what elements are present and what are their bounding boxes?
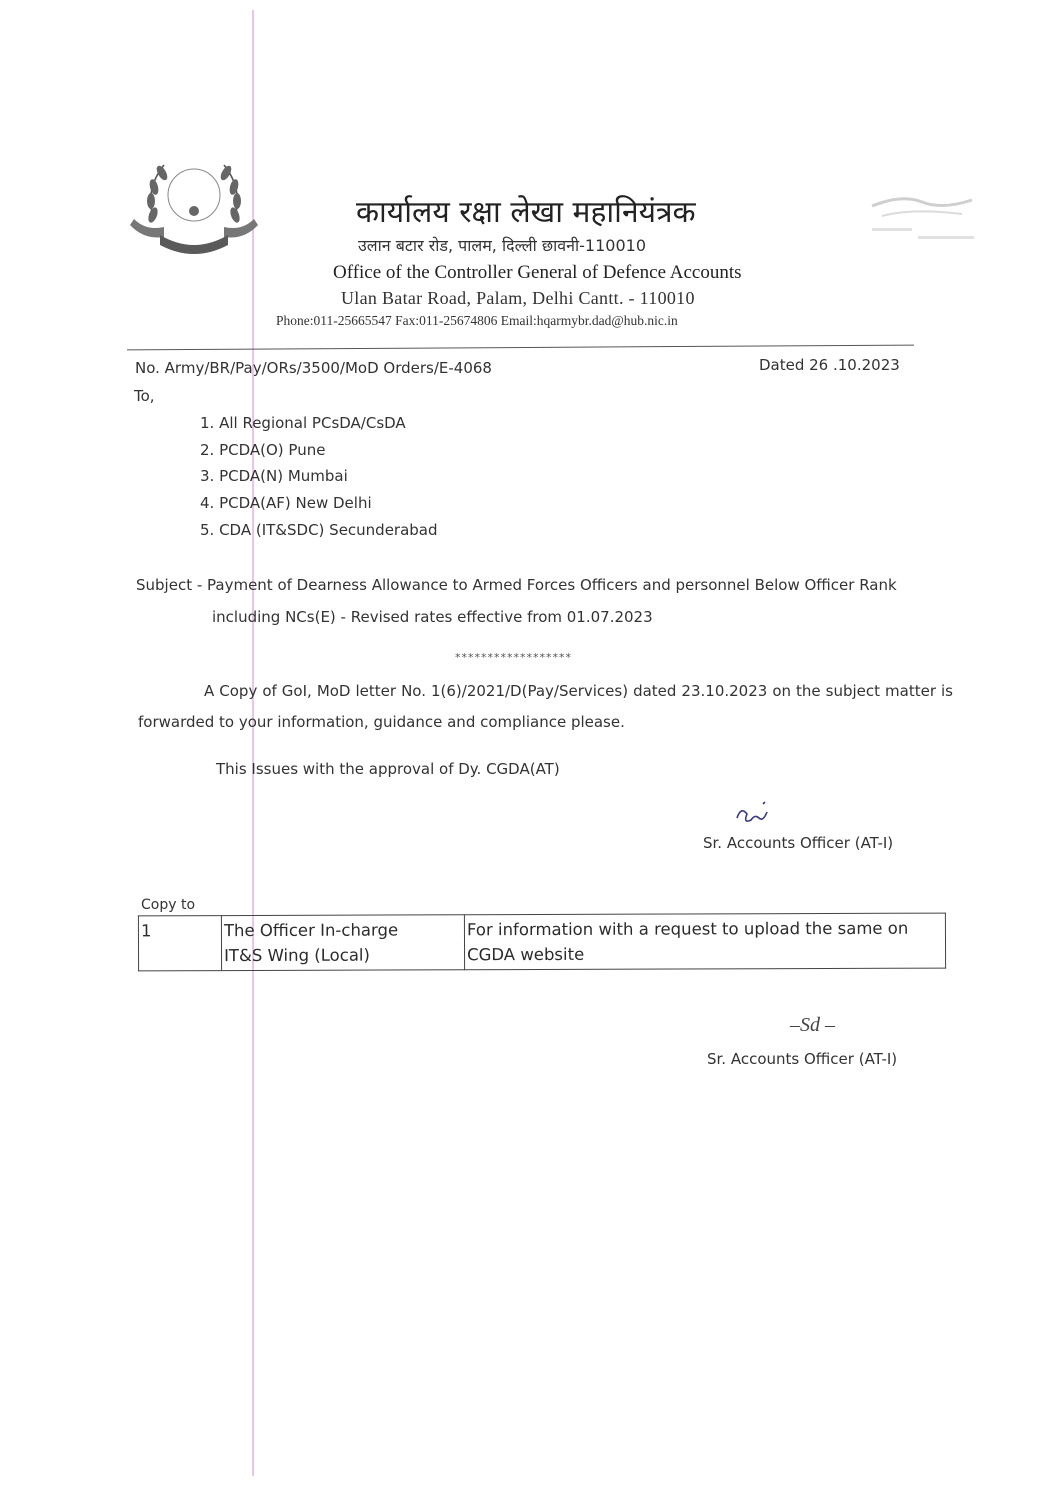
addressee-item: 2. PCDA(O) Pune [200,441,326,459]
addressee-item: 5. CDA (IT&SDC) Secunderabad [200,521,438,539]
reference-number: No. Army/BR/Pay/ORs/3500/MoD Orders/E-4068 [135,359,492,377]
copy-row-number: 1 [138,916,221,971]
addressee-item: 4. PCDA(AF) New Delhi [200,494,372,512]
office-address: Ulan Batar Road, Palam, Delhi Cantt. - 110010 [341,288,695,308]
copy-recipient [221,915,464,971]
copy-to-label: Copy to [141,897,196,913]
to-label: To, [134,387,155,405]
approval-note: This Issues with the approval of Dy. CGDA(AT) [216,760,560,778]
addressee-item: 3. PCDA(N) Mumbai [200,467,348,485]
subject [136,569,966,633]
copy-recipient-line-1: The Officer In-charge [223,920,399,941]
subject-line-2: including NCs(E) - Revised rates effective from 01.07.2023 [212,608,653,626]
body-paragraph-1 [138,676,953,738]
hindi-office-title: कार्यालय रक्षा लेखा महानियंत्रक [356,195,696,230]
table-row [138,913,945,971]
body-paragraph-1-text: A Copy of GoI, MoD letter No. 1(6)/2021/D(Pay/Services) dated 23.10.2023 on the subject matter is forwarded to your information, guidance and compliance please. [138,682,953,731]
addressee-item: 1. All Regional PCsDA/CsDA [200,414,406,432]
contact-info: Phone:011-25665547 Fax:011-25674806 Email:hqarmybr.dad@hub.nic.in [276,313,678,328]
office-name: Office of the Controller General of Defence Accounts [333,262,742,283]
letter-date: Dated 26 .10.2023 [759,356,900,374]
copy-to-table [138,913,946,972]
copy-purpose-line-1: For information with a request to upload the same on [466,918,909,940]
azadi-ka-amrit-mahotsav-logo-icon [862,186,982,250]
subject-line-1: Subject - Payment of Dearness Allowance to Armed Forces Officers and personnel Below Officer Rank [136,576,897,594]
copy-signatory-title: Sr. Accounts Officer (AT-I) [707,1050,898,1068]
hindi-office-address: उलान बटार रोड, पालम, दिल्ली छावनी-110010 [358,236,647,255]
copy-recipient-line-2: IT&S Wing (Local) [224,945,370,966]
copy-purpose [464,913,945,970]
signature-mark [733,800,773,834]
signatory-title: Sr. Accounts Officer (AT-I) [703,834,894,852]
separator: ****************** [455,651,572,664]
sd-mark: –Sd – [790,1014,835,1036]
copy-purpose-line-2: CGDA website [467,944,585,965]
header-divider [127,345,914,351]
defence-accounts-department-emblem-icon [124,145,264,265]
